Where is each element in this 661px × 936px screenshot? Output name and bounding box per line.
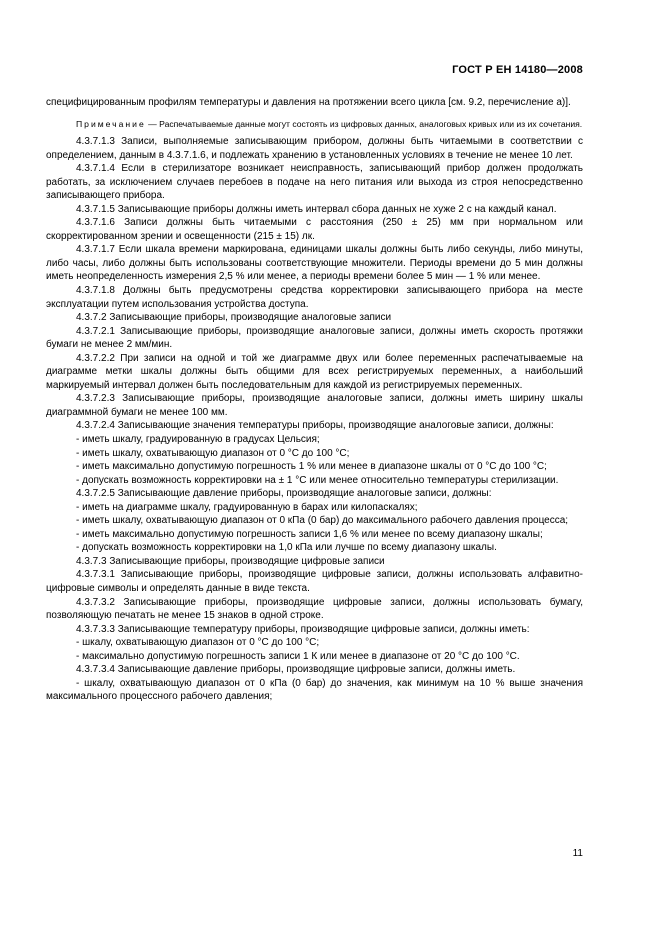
body-paragraph: 4.3.7.2.5 Записывающие давление приборы, производящие аналоговые записи, должны: (76, 488, 492, 500)
list-item: - иметь максимально допустимую погрешность 1 % или менее в диапазоне шкалы от 0 °С до 100 °С; (76, 461, 547, 473)
body-paragraph: 4.3.7.2.1 Записывающие приборы, производящие аналоговые записи, должны иметь скорость протяжки бумаги не менее 2 мм/мин. (46, 325, 583, 351)
body-paragraph: 4.3.7.1.4 Если в стерилизаторе возникает неисправность, записывающий прибор должен продолжать работать, за исключением случаев перебоев в подаче на него питания или выхода из строя непосредственно записывающего прибора. (46, 163, 583, 202)
list-item: - иметь максимально допустимую погрешность записи 1,6 % или менее по всему диапазону шкалы; (76, 528, 543, 540)
body-paragraph: специфицированным профилям температуры и давления на протяжении всего цикла [см. 9.2, перечисление а)]. (46, 97, 571, 108)
body-paragraph: 4.3.7.1.8 Должны быть предусмотрены средства корректировки записывающего прибора на месте эксплуатации путем использования устройства доступа. (46, 284, 583, 310)
list-item: - допускать возможность корректировки на 1,0 кПа или лучше по всему диапазону шкалы. (76, 542, 497, 554)
list-item: - иметь шкалу, охватывающую диапазон от 0 кПа (0 бар) до максимального рабочего давления процесса; (76, 515, 569, 527)
note-text: — Распечатываемые данные могут состоять из цифровых данных, аналоговых кривых или из их сочетания. (145, 118, 583, 129)
standard-header: ГОСТ Р ЕН 14180—2008 (452, 64, 583, 76)
body-paragraph: 4.3.7.1.5 Записывающие приборы должны иметь интервал сбора данных не хуже 2 с на каждый канал. (76, 203, 557, 215)
body-paragraph: 4.3.7.3 Записывающие приборы, производящие цифровые записи (76, 555, 385, 567)
body-paragraph: 4.3.7.1.6 Записи должны быть читаемыми с расстояния (250 ± 25) мм при нормальном или скорректированном зрении и освещенности (215 ± 15) лк. (46, 217, 583, 242)
body-paragraph: 4.3.7.3.2 Записывающие приборы, производящие цифровые записи, должны использовать бумагу, позволяющую печатать не менее 15 знаков в одной строке. (46, 596, 583, 622)
list-item: - иметь шкалу, градуированную в градусах Цельсия; (76, 433, 320, 445)
body-paragraph: 4.3.7.3.3 Записывающие температуру приборы, производящие цифровые записи, должны иметь: (76, 623, 530, 635)
list-item: - иметь на диаграмме шкалу, градуированную в барах или килопаскалях; (76, 501, 418, 513)
list-item: - иметь шкалу, охватывающую диапазон от 0 °С до 100 °С; (76, 447, 350, 459)
page-number: 11 (572, 848, 583, 859)
list-item: - шкалу, охватывающую диапазон от 0 кПа (0 бар) до значения, как минимум на 10 % выше значения максимального процессного рабочего давления; (46, 677, 583, 703)
note-paragraph (46, 118, 583, 130)
body-paragraph: 4.3.7.1.3 Записи, выполняемые записывающим прибором, должны быть читаемыми в соответствии с определением, данным в 4.3.7.1.6, и подлежать хранению в установленных условиях в течение не менее 10 лет. (46, 135, 583, 161)
note-label: Примечание (76, 118, 146, 129)
list-item: - шкалу, охватывающую диапазон от 0 °С до 100 °С; (76, 637, 320, 649)
body-paragraph: 4.3.7.2.4 Записывающие значения температуры приборы, производящие аналоговые записи, должны: (76, 420, 554, 432)
body-paragraph: 4.3.7.2 Записывающие приборы, производящие аналоговые записи (76, 312, 392, 324)
list-item: - допускать возможность корректировки на ± 1 °С или менее относительно температуры стерилизации. (76, 474, 559, 486)
body-paragraph: 4.3.7.3.1 Записывающие приборы, производящие цифровые записи, должны использовать алфавитно-цифровые символы и определять данные в виде текста. (46, 569, 583, 594)
body-paragraph: 4.3.7.1.7 Если шкала времени маркирована, единицами шкалы должны быть либо секунды, либо минуты, либо часы, либо должны быть использованы соответствующие множители. Периоды времени до 5 мин должны иметь неопределенность измерения 2,5 % или менее, а периоды времени более 5 мин — 1 % или менее. (46, 244, 583, 283)
body-paragraph: 4.3.7.2.2 При записи на одной и той же диаграмме двух или более переменных распечатываемые на диаграмме метки шкалы должны быть общими для всех регистрируемых переменных, а наибольший маркируемый интервал должен быть последовательным для каждой из регистрируемых переменных. (46, 352, 583, 391)
body-paragraph: 4.3.7.3.4 Записывающие давление приборы, производящие цифровые записи, должны иметь. (76, 664, 516, 676)
list-item: - максимально допустимую погрешность записи 1 К или менее в диапазоне от 20 °С до 100 °С. (76, 650, 520, 662)
body-paragraph: 4.3.7.2.3 Записывающие приборы, производящие аналоговые записи, должны иметь ширину шкалы диаграммной бумаги не менее 100 мм. (46, 393, 583, 418)
document-body (46, 96, 583, 704)
